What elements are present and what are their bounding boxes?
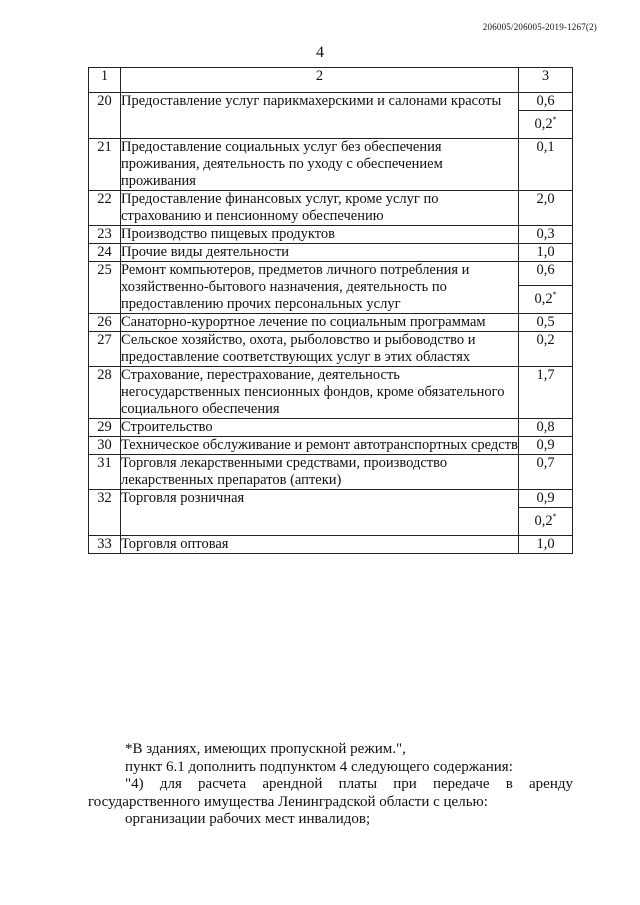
table-row [89, 314, 573, 332]
row-number: 20 [89, 93, 121, 139]
coefficient-value: 0,3 [519, 226, 573, 244]
coefficient-value-restricted [519, 508, 573, 536]
activity-description: Строительство [121, 419, 519, 437]
coefficient-value: 0,8 [519, 419, 573, 437]
activity-description: Сельское хозяйство, охота, рыболовство и рыбоводство и предоставление соответствующих услуг в этих областях [121, 332, 519, 367]
row-number: 26 [89, 314, 121, 332]
activity-description: Предоставление социальных услуг без обеспечения проживания, деятельность по уходу с обеспечением проживания [121, 139, 519, 191]
row-number: 29 [89, 419, 121, 437]
table-row [89, 226, 573, 244]
table-row [89, 419, 573, 437]
column-header-coefficient: 3 [519, 68, 573, 93]
coefficient-text: 0,2 [534, 512, 553, 529]
footnote-marker: * [552, 115, 557, 124]
coefficient-value: 1,7 [519, 367, 573, 419]
row-number: 22 [89, 191, 121, 226]
text-block [88, 741, 573, 829]
coefficient-table [88, 67, 573, 554]
table-row [89, 262, 573, 286]
page-number: 4 [316, 44, 324, 61]
row-number: 24 [89, 244, 121, 262]
activity-description: Предоставление услуг парикмахерскими и салонами красоты [121, 93, 519, 139]
coefficient-value-restricted [519, 111, 573, 139]
coefficient-value: 0,6 [519, 262, 573, 286]
coefficient-value: 0,6 [519, 93, 573, 111]
coefficient-value-restricted [519, 286, 573, 314]
footnote: *В зданиях, имеющих пропускной режим.", [125, 741, 406, 757]
coefficient-value: 2,0 [519, 191, 573, 226]
row-number: 25 [89, 262, 121, 314]
paragraph-purpose: организации рабочих мест инвалидов; [125, 811, 371, 827]
activity-description: Прочие виды деятельности [121, 244, 519, 262]
coefficient-value: 0,9 [519, 437, 573, 455]
row-number: 27 [89, 332, 121, 367]
table-row [89, 93, 573, 111]
row-number: 33 [89, 536, 121, 554]
activity-description: Торговля лекарственными средствами, производство лекарственных препаратов (аптеки) [121, 455, 519, 490]
column-header-activity: 2 [121, 68, 519, 93]
activity-description: Страхование, перестрахование, деятельность негосударственных пенсионных фондов, кроме обязательного социального обеспечения [121, 367, 519, 419]
row-number: 32 [89, 490, 121, 536]
activity-description: Торговля оптовая [121, 536, 519, 554]
coefficient-text: 0,2 [534, 115, 553, 132]
table-row [89, 490, 573, 508]
coefficient-value: 0,9 [519, 490, 573, 508]
row-number: 31 [89, 455, 121, 490]
footnote-marker: * [552, 290, 557, 299]
table-row [89, 437, 573, 455]
document-id: 206005/206005-2019-1267(2) [482, 22, 597, 32]
row-number: 21 [89, 139, 121, 191]
coefficient-value: 0,5 [519, 314, 573, 332]
footnote-marker: * [552, 512, 557, 521]
table-header-row [89, 68, 573, 93]
column-header-number: 1 [89, 68, 121, 93]
table-row [89, 244, 573, 262]
paragraph-subitem-first-line: "4) для расчета арендной платы при передаче в аренду [125, 776, 573, 792]
coefficient-value: 0,7 [519, 455, 573, 490]
table-row [89, 139, 573, 191]
activity-description: Торговля розничная [121, 490, 519, 536]
coefficient-value: 0,2 [519, 332, 573, 367]
coefficient-text: 0,2 [534, 290, 553, 307]
table-row [89, 367, 573, 419]
row-number: 23 [89, 226, 121, 244]
row-number: 30 [89, 437, 121, 455]
table-row [89, 332, 573, 367]
paragraph-subitem-continuation: государственного имущества Ленинградской области с целью: [88, 793, 488, 810]
activity-description: Техническое обслуживание и ремонт автотранспортных средств [121, 437, 518, 453]
activity-description: Производство пищевых продуктов [121, 226, 519, 244]
row-number: 28 [89, 367, 121, 419]
coefficient-value: 1,0 [519, 244, 573, 262]
coefficient-value: 1,0 [519, 536, 573, 554]
activity-description: Предоставление финансовых услуг, кроме услуг по страхованию и пенсионному обеспечению [121, 191, 519, 226]
activity-description: Ремонт компьютеров, предметов личного потребления и хозяйственно-бытового назначения, деятельность по предоставлению прочих персональных услуг [121, 262, 519, 314]
table-row [89, 455, 573, 490]
coefficient-value: 0,1 [519, 139, 573, 191]
activity-description: Санаторно-курортное лечение по социальным программам [121, 314, 519, 332]
table-row [89, 536, 573, 554]
paragraph-amendment: пункт 6.1 дополнить подпунктом 4 следующего содержания: [125, 758, 513, 775]
table-row [89, 191, 573, 226]
